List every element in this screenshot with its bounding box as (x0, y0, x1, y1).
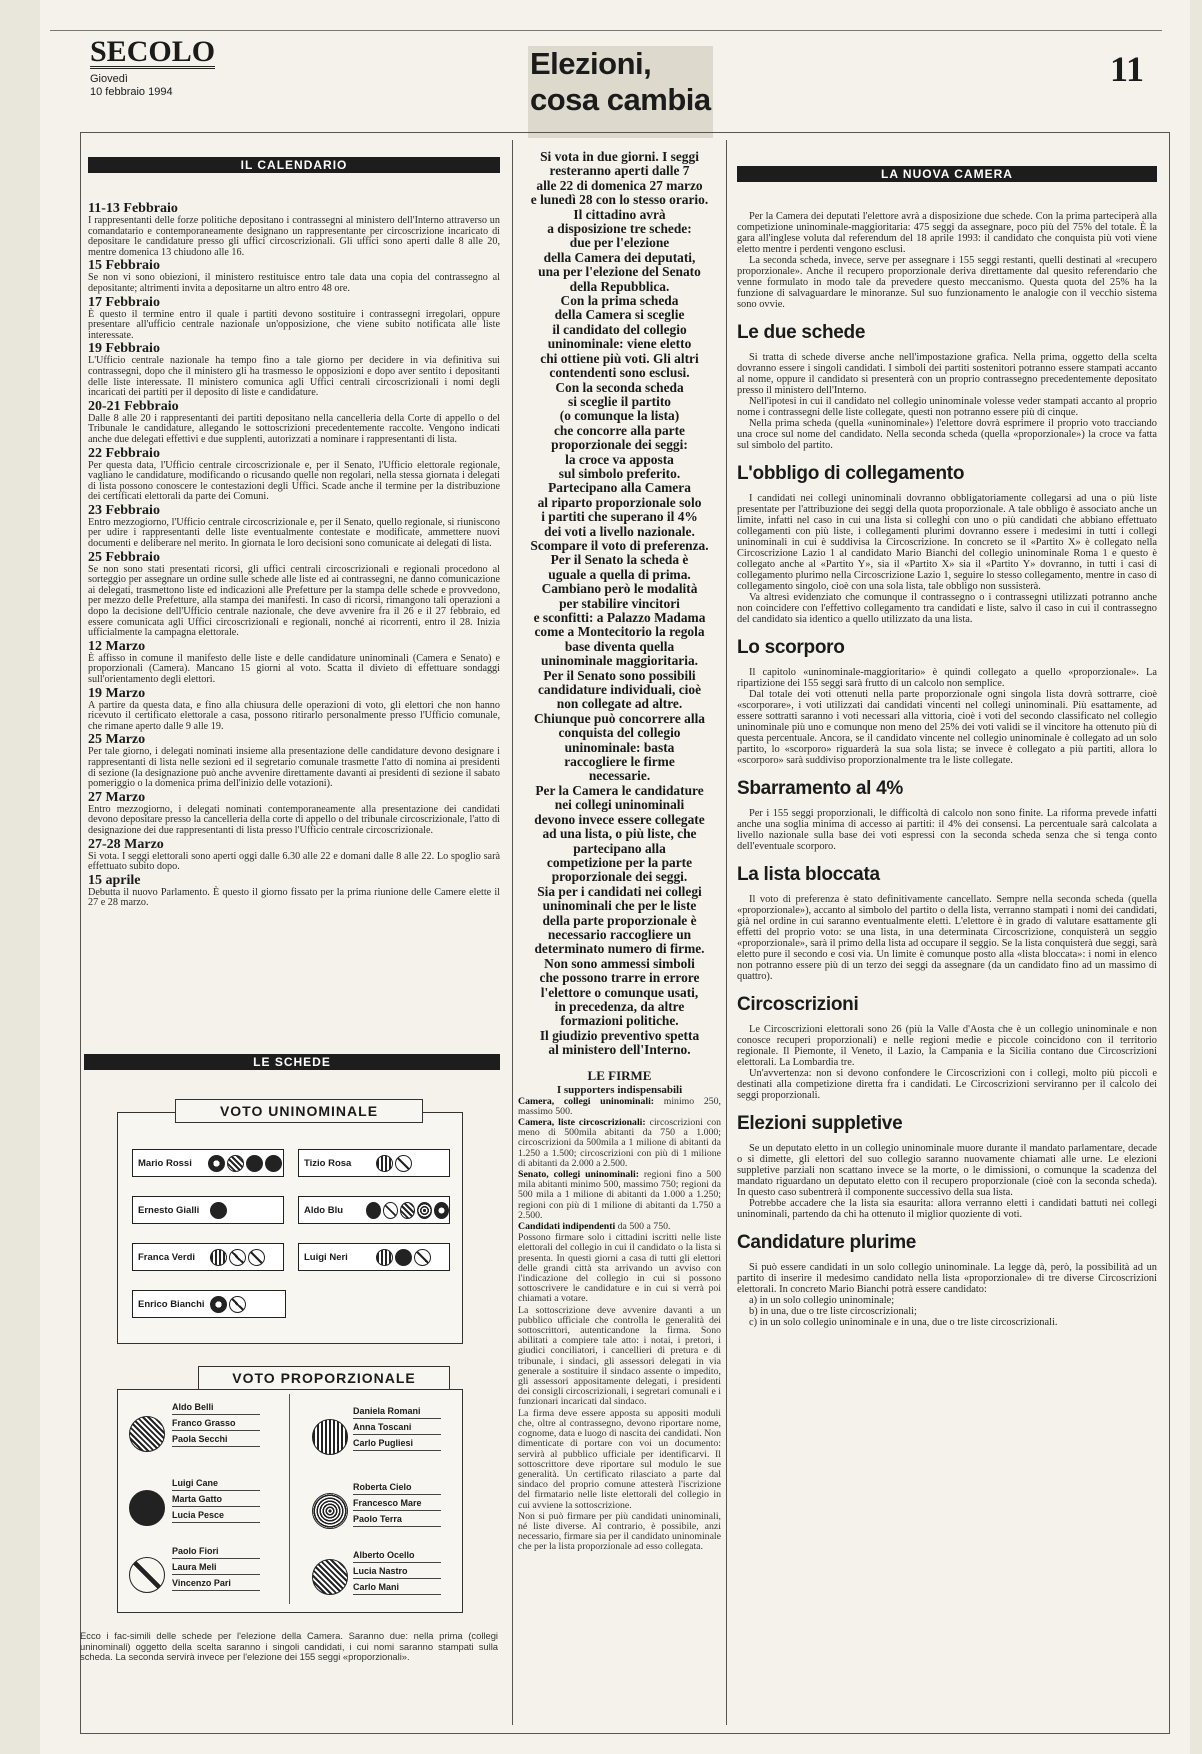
list-group (353, 1547, 441, 1595)
intro-paragraph: La seconda scheda, invece, serve per assegnare i 155 seggi restanti, quelli destinati al «recupero proporzionale». Anche il recupero proporzionale deriva direttamente dal quesito referendario che venne formulato in modo tale da prevedere questo meccanismo. Questa quota del 25% ha la funzione di salvaguardare le minoranze. Sul suo funzionamento le analogie con il vecchio sistema sono ovvie. (737, 255, 1157, 310)
section-paragraph: Potrebbe accadere che la lista sia esaurita: allora verranno eletti i candidati battuti nei collegi uninominali, partendo da chi ha ottenuto il miglior quoziente di voti. (737, 1198, 1157, 1220)
center-line: Per la Camera le candidature (535, 782, 704, 798)
party-symbol-icon (210, 1296, 227, 1313)
center-line: ad una lista, o più liste, che (542, 826, 697, 842)
center-line: candidature individuali, cioè (537, 682, 702, 698)
candidate-name: Luigi Neri (304, 1251, 348, 1263)
candidate-box (298, 1243, 450, 1271)
center-line: resteranno aperti dalle 7 (549, 163, 690, 179)
center-line: uninominali che per le liste (542, 898, 697, 914)
center-line: al riparto proporzionale solo (537, 494, 702, 510)
newspaper-logo: SECOLO (90, 35, 216, 68)
party-symbol-icon (248, 1249, 265, 1266)
column-divider-left (512, 140, 513, 1725)
center-line: chi ottiene più voti. Gli altri (540, 350, 699, 366)
firme-item (518, 1306, 721, 1408)
candidate-box (132, 1196, 284, 1224)
calendario-text-7: Se non sono stati presentati ricorsi, gli uffici centrali circoscrizionali e regionali procedono al sorteggio per assegnare un ordine sulle schede alle liste ed ai contrassegni, ne danno comunicazione ai delegati, trasmettono liste ed indicazioni alle Prefetture per la stampa delle schede e provvedono, per mezzo delle Prefetture, alla stampa dei manifesti. In caso di ricorsi, rimangono tali operazioni a dopo la decisione dell'Ufficio centrale nazionale, che deve avvenire fra il 26 e il 27 febbraio, ed essere comunicata agli Uffici circoscrizionali e regionali, nonché ai ricorrenti, entro il 28. Inizia ufficialmente la campagna elettorale. (88, 563, 500, 639)
party-symbol-icon (246, 1155, 263, 1172)
section-paragraph: Se un deputato eletto in un collegio uninominale muore durante il mandato parlamentare, decade o si dimette, gli elettori del suo collegio saranno nuovamente chiamati alle urne. Le elezioni suppletive parziali non scattano invece se la morte, o le dimissioni, o comunque la scadenza del mandato riguardano un deputato eletto con il recupero proporzionale (cioè con la seconda scheda). In questo caso subentrerà il componente successivo della sua lista. (737, 1143, 1157, 1198)
party-symbol-icon (227, 1155, 244, 1172)
headline-line-1: Elezioni, (530, 46, 652, 81)
firme-item (518, 1512, 721, 1553)
section-heading: Elezioni suppletive (737, 1113, 903, 1134)
calendario-date-12: 27-28 Marzo (88, 836, 164, 852)
calendario-text-2: È questo il termine entro il quale i partiti devono sostituire i contrassegni irregolari, oppure presentare all'ufficio centrale nazionale un'opposizione, che viene subito notificata alle liste interessate. (88, 308, 500, 341)
center-line: devono invece essere collegate (534, 811, 705, 827)
list-symbol-icon (129, 1557, 165, 1593)
center-line: e lunedì 28 con lo stesso orario. (530, 192, 709, 208)
center-line: e sconfitti: a Palazzo Madama (533, 610, 706, 625)
center-line: uninominale: viene eletto (547, 336, 692, 352)
schede-caption: Ecco i fac-simili delle schede per l'elezione della Camera. Saranno due: nella prima (collegi uninominali) oggetto della scelta saranno i singoli candidati, i cui nomi saranno stampati sulla scheda. La seconda servirà invece per l'elezione dei 155 seggi «proporzionali». (80, 1630, 498, 1663)
calendario-date-2: 17 Febbraio (88, 294, 160, 310)
calendario-date-0: 11-13 Febbraio (88, 201, 178, 216)
party-symbol-icon (376, 1155, 393, 1172)
firme-item-text: da 500 a 750. (615, 1221, 671, 1233)
center-line: contendenti sono esclusi. (549, 365, 690, 381)
calendario-text-8: È affisso in comune il manifesto delle liste e delle candidature uninominali (Camera e Senato) e proporzionali (Camera). Mancano 15 giorni al voto. Scatta il divieto di effettuare sondaggi sull'orientamento degli elettori. (88, 652, 500, 685)
list-candidate-name: Daniela Romani (353, 1403, 441, 1419)
firme-item (518, 1233, 721, 1304)
center-line: partecipano alla (573, 840, 666, 856)
center-line: Scompare il voto di preferenza. (530, 537, 709, 553)
firme-item-label: Camera, collegi uninominali: (518, 1095, 655, 1107)
section-paragraph: Il voto di preferenza è stato definitivamente cancellato. Sempre nella seconda scheda (quella «proporzionale»), accanto al simbolo del partito o della lista, verranno stampati i nomi dei candidati, già nel ordine in cui saranno eventualmente eletti. L'elettore è in grado di valutare esattamente gli effetti del proprio voto: se una lista, in una determinata Circoscrizione, conquisterà un seggio «proporzionale», sarà il primo della lista ad occupare il seggio. Se la lista conquisterà due seggi, sarà eletto pure il secondo e così via. Un limite è comunque posto alla «lista bloccata»: i nomi in elenco non potranno essere più di un terzo dei seggi da assegnare (da un candidato fino ad un massimo di quattro). (737, 894, 1157, 982)
center-line: una per l'elezione del Senato (538, 264, 701, 280)
section-paragraph: c) in un solo collegio uninominale e in una, due o tre liste circoscrizionali. (749, 1317, 1058, 1328)
center-line: Cambiano però le modalità (541, 581, 698, 597)
center-line: determinato numero di firme. (534, 941, 705, 957)
proporzionale-divider (289, 1394, 290, 1604)
center-line: necessarie. (588, 768, 651, 784)
list-candidate-name: Luigi Cane (172, 1475, 260, 1491)
firme-item-label: Senato, collegi uninominali: (518, 1169, 640, 1181)
center-line: proporzionale dei seggi: (551, 437, 688, 453)
calendario-column (88, 201, 500, 1031)
calendario-date-10: 25 Marzo (88, 732, 146, 748)
list-symbol-icon (312, 1419, 348, 1455)
calendario-date-1: 15 Febbraio (88, 258, 160, 274)
section-paragraph: Nella prima scheda (quella «uninominale») l'elettore dovrà esprimere il proprio voto tracciando una croce sul nome del candidato. Nella seconda scheda (quella «proporzionale») la croce va fatta sul simbolo del partito. (737, 418, 1157, 451)
center-line: i partiti che superano il 4% (541, 509, 698, 525)
firme-item-text: regioni fino a 500 mila abitanti minimo 500, massimo 750; regioni da 500 mila a 1 milione di abitanti da 1.000 a 1.250; regioni con più di 1 milione di abitanti da 1.750 a 2.500. (518, 1169, 721, 1221)
list-candidate-name: Laura Meli (172, 1559, 260, 1575)
top-rule (50, 30, 1162, 31)
main-headline (528, 46, 713, 138)
nuova-camera-column (737, 211, 1157, 1731)
list-candidate-name: Lucia Pesce (172, 1507, 260, 1523)
center-line: si sceglie il partito (567, 393, 671, 409)
calendario-text-3: L'Ufficio centrale nazionale ha tempo fino a tale giorno per decidere in via definitiva sui contrassegni, dopo che il ministero gli ha trasmesso le opposizioni e dopo aver sentito i depositanti delle liste interessate. Il ministero comunica agli Uffici centrali circoscrizionali i nomi degli incaricati dei partiti per il deposito di liste e candidature. (88, 355, 500, 399)
center-line: formazioni politiche. (560, 1013, 679, 1029)
party-symbol-icon (229, 1296, 246, 1313)
candidate-name: Mario Rossi (138, 1157, 192, 1169)
candidate-name: Enrico Bianchi (138, 1298, 205, 1310)
center-line: Sia per i candidati nei collegi (537, 883, 702, 899)
center-line: che concorre alla parte (553, 422, 685, 438)
list-candidate-name: Vincenzo Pari (172, 1575, 260, 1591)
party-symbol-icon (383, 1202, 398, 1219)
proporzionale-title: VOTO PROPORZIONALE (198, 1366, 450, 1390)
firme-item-text: minimo 250, massimo 500. (518, 1095, 721, 1117)
party-symbol-icon (400, 1202, 415, 1219)
center-line: come a Montecitorio la regola (534, 624, 705, 640)
calendario-date-8: 12 Marzo (88, 638, 146, 654)
list-group (172, 1399, 260, 1447)
calendario-header: IL CALENDARIO (88, 157, 500, 173)
list-group (353, 1403, 441, 1451)
list-symbol-icon (312, 1559, 348, 1595)
list-candidate-name: Roberta Cielo (353, 1479, 441, 1495)
candidate-name: Tizio Rosa (304, 1157, 352, 1169)
date-label: 10 febbraio 1994 (90, 86, 173, 98)
page-number: 11 (1109, 49, 1144, 89)
candidate-box (132, 1149, 284, 1177)
party-symbol-icon (414, 1249, 431, 1266)
party-symbol-icon (434, 1202, 449, 1219)
calendario-date-5: 22 Febbraio (88, 445, 160, 461)
dateline (90, 73, 290, 99)
center-line: due per l'elezione (569, 235, 670, 251)
firme-item-text: La firma deve essere apposta su appositi moduli che, oltre al contrassegno, devono riportare nome, cognome, data e luogo di nascita dei candidati. Non dimenticate di portare con voi un documento: servirà al pubblico ufficiale per identificarvi. Il sottoscrittore deve riportare sul modulo le sue generalità. Un certificato rilasciato a parte dal sindaco del proprio comune attesterà l'iscrizione del firmatario nelle liste elettorali del collegio in cui avviene la sottoscrizione. (518, 1407, 721, 1511)
candidate-name: Ernesto Gialli (138, 1204, 200, 1216)
firme-subtitle: I supporters indispensabili (556, 1083, 683, 1096)
firme-item (518, 1222, 721, 1232)
list-group (172, 1475, 260, 1523)
calendario-text-1: Se non vi sono obiezioni, il ministero restituisce entro tale data una copia del contrassegno al depositante; altrimenti invita a depositarne un altro entro 48 ore. (88, 272, 500, 294)
calendario-text-5: Per questa data, l'Ufficio centrale circoscrizionale e, per il Senato, l'Ufficio elettorale regionale, vagliano le candidature, modificando o ricusando quelle non regolari, nella stessa giornata i delegati di lista possono conoscere le contestazioni degli Uffici. Scade anche il termine per la distribuzione dei certificati elettorali da parte dei Comuni. (88, 459, 500, 503)
center-line: raccogliere le firme (564, 754, 675, 770)
section-heading: L'obbligo di collegamento (737, 463, 965, 484)
center-line: Il cittadino avrà (573, 206, 666, 222)
section-heading: Sbarramento al 4% (737, 778, 903, 799)
party-symbol-icon (208, 1155, 225, 1172)
center-line: della Camera dei deputati, (543, 249, 696, 265)
firme-item-label: Candidati indipendenti (518, 1221, 616, 1233)
section-heading: Lo scorporo (737, 637, 845, 658)
candidate-box (132, 1243, 284, 1271)
firme-body (518, 1097, 721, 1553)
calendario-date-13: 15 aprile (88, 872, 141, 888)
candidate-box (298, 1196, 450, 1224)
center-line: uguale a quella di prima. (548, 566, 691, 582)
firme-item-text: Non si può firmare per più candidati uninominali, né liste diverse. Al contrario, è possibile, anzi necessario, firmare sia per il candidato uninominale che per la lista proporzionale ad esso collegata. (518, 1510, 721, 1553)
firme-item-text: circoscrizioni con meno di 500mila abitanti da 750 a 1.000; circoscrizioni da 500mila a 1 milione di abitanti da 1.250 a 1.500; circoscrizioni con più di 1 milione di abitanti da 2.000 a 2.500. (518, 1117, 721, 1169)
calendario-date-7: 25 Febbraio (88, 549, 160, 565)
center-line: per stabilire vincitori (559, 595, 680, 611)
candidate-box (132, 1290, 286, 1318)
center-intro (518, 150, 721, 1058)
section-paragraph: Per i 155 seggi proporzionali, le difficoltà di calcolo non sono finite. La riforma prevede infatti anche una soglia minima di accesso ai partiti: il 4% dei consensi. La percentuale sarà calcolata a livello nazionale sulla base dei voti espressi con la seconda scheda senza che si tenga conto dell'eventuale scorporo. (737, 808, 1157, 852)
party-symbol-icon (417, 1202, 432, 1219)
calendario-date-11: 27 Marzo (88, 789, 146, 805)
section-paragraph: a) in un solo collegio uninominale; (749, 1295, 895, 1306)
section-heading: Candidature plurime (737, 1232, 917, 1253)
firme-item-text: La sottoscrizione deve avvenire davanti a un pubblico ufficiale che controlla le generalità dei sottoscrittori, autenticandone la firma. Sono abilitati a compiere tale atto: i notai, i pretori, i giudici conciliatori, i cancellieri di pretura e di tribunale, i sindaci, gli assessori delegati in via generale a sostituire il sindaco assente o impedito, gli assessori appositamente delegati, i presidenti dei consigli circoscrizionali, i segretari comunali e i funzionari incaricati dal sindaco. (518, 1304, 721, 1408)
calendario-text-12: Si vota. I seggi elettorali sono aperti oggi dalle 6.30 alle 22 e domani dalle 8 alle 22. Lo spoglio sarà effettuato subito dopo. (88, 850, 500, 873)
section-paragraph: Dal totale dei voti ottenuti nella parte proporzionale ogni singola lista dovrà sottrarre, cioè «scorporare», i voti utilizzati dai candidati vincenti nel collegi uninominali. Più esattamente, ad essere sottratti saranno i voti necessari alla vittoria, cioè i voti del secondo classificato nel collegio uninominale più uno e comunque non meno del 25% dei voti validi se il vincitore ha ottenuto più di questa percentuale. Ancora, se il candidato vincente nel collegio uninominale è collegato ad un solo partito, lo «scorporo» riguarderà la sua sola lista; se invece è collegato a più partiti, allora lo «scorporo» sarà suddiviso proporzionalmente tra le liste collegate. (737, 689, 1157, 766)
section-heading: Le due schede (737, 322, 866, 343)
center-line: della parte proporzionale è (542, 912, 697, 928)
center-line: competizione per la parte (546, 854, 693, 870)
center-line: Con la seconda scheda (555, 379, 684, 395)
center-line: uninominale maggioritaria. (541, 653, 698, 669)
center-line: necessario raccogliere un (547, 926, 692, 942)
section-paragraph: Le Circoscrizioni elettorali sono 26 (più la Valle d'Aosta che è un collegio uninominale e non conosce recuperi proporzionali) e nelle regioni medie e piccole coincidono con il territorio regionale. Il Piemonte, il Veneto, il Lazio, la Campania e la Sicilia contano due Circoscrizioni elettorali. La Lombardia tre. (737, 1024, 1157, 1068)
firme-title: LE FIRME (587, 1067, 652, 1083)
list-candidate-name: Carlo Pugliesi (353, 1435, 441, 1451)
center-line: che possono trarre in errore (539, 970, 700, 986)
party-symbol-icon (229, 1249, 246, 1266)
nuova-camera-header: LA NUOVA CAMERA (737, 166, 1157, 182)
center-line: Con la prima scheda (560, 293, 679, 309)
candidate-box (298, 1149, 450, 1177)
center-line: uninominale: basta (564, 739, 675, 755)
uninominale-title: VOTO UNINOMINALE (175, 1099, 423, 1123)
center-column (518, 150, 721, 1680)
section-paragraph: Va altresì evidenziato che comunque il contrassegno o i contrassegni utilizzati potranno anche non coincidere con l'effettivo collegamento tra candidati e liste, salvo il caso in cui il contrassegno del candidato sia identico a quello utilizzato da una lista. (737, 592, 1157, 625)
center-line: Si vota in due giorni. I seggi (540, 150, 699, 164)
list-candidate-name: Alberto Ocello (353, 1547, 441, 1563)
center-line: proporzionale dei seggi. (551, 869, 688, 885)
center-line: la croce va apposta (565, 451, 674, 467)
section-paragraph: I candidati nei collegi uninominali dovranno obbligatoriamente collegarsi ad una o più liste presentate per l'attribuzione dei seggi della quota proporzionale. A tale obbligo è associato anche un limite, infatti nel caso in cui una lista si colleghi con uno o più candidati che abbiano effettuato collegamenti con più liste, i collegamenti plurimi dovranno essere i medesimi in tutti i collegi uninominali in cui è suddivisa la Circoscrizione. In concreto se il «Partito X» è collegato nella Circoscrizione Lazio 1 al candidato Mario Bianchi del collegio uninominale Roma 1 e questo è collegato anche al «Partito Y», sia il «Partito X» sia il «Partito Y» dovranno, in tutti i casi di collegamento plurimo nella Circoscrizione Lazio 1, seguire lo stesso collegamento, mentre in caso di collegamento singolo, cioè con una sola lista, tale obbligo non sussisterà. (737, 493, 1157, 592)
party-symbol-icon (395, 1155, 412, 1172)
column-divider-right (726, 140, 727, 1725)
candidate-name: Aldo Blu (304, 1204, 344, 1216)
section-heading: Circoscrizioni (737, 994, 859, 1015)
center-line: Per il Senato sono possibili (543, 667, 696, 683)
list-candidate-name: Carlo Mani (353, 1579, 441, 1595)
center-line: in precedenza, da altre (554, 998, 685, 1014)
section-paragraph: b) in una, due o tre liste circoscrizionali; (749, 1306, 917, 1317)
list-candidate-name: Marta Gatto (172, 1491, 260, 1507)
center-line: Il giudizio preventivo spetta (539, 1027, 700, 1043)
calendario-text-10: Per tale giorno, i delegati nominati insieme alla presentazione delle candidature devono designare i rappresentanti di lista nelle sezioni ed il segretario comunale trasmette l'atto di nomina ai presidenti di sezione (la designazione può anche avvenire direttamente davanti ai presidenti di sezione il sabato pomeriggio o la domenica prima dell'inizio delle votazioni). (88, 746, 500, 790)
center-line: conquista del collegio (558, 725, 681, 741)
section-paragraph: Un'avvertenza: non si devono confondere le Circoscrizioni con i collegi, molto più piccoli e destinati alla competizione diretta fra i candidati. Le Circoscrizioni serviranno per il calcolo dei seggi proporzionali. (737, 1068, 1157, 1101)
firme-item-text: Possono firmare solo i cittadini iscritti nelle liste elettorali del collegio in cui il candidato o la lista si presenta. In questi giorni a casa di tutti gli elettori delle grandi città sta arrivando un avviso con l'indicazione del collegio in cui si possono sottoscrivere le candidature e in cui si verrà poi chiamati a votare. (518, 1232, 721, 1305)
calendario-text-0: I rappresentanti delle forze politiche depositano i contrassegni al ministero dell'Interno attraverso un comandatario e contemporaneamente designano un rappresentante per circoscrizione incaricato di depositare le candidature presso gli uffici circoscrizionali. Gli uffici sono aperti dalle 8 alle 20, mentre domenica 13 chiudono alle 16. (88, 215, 500, 258)
calendario-text-13: Debutta il nuovo Parlamento. È questo il giorno fissato per la prima riunione delle Camere elette il 27 e 28 marzo. (88, 886, 500, 909)
list-symbol-icon (129, 1490, 165, 1526)
party-symbol-icon (366, 1202, 381, 1219)
candidate-name: Franca Verdi (138, 1251, 196, 1263)
list-symbol-icon (312, 1493, 348, 1529)
masthead (90, 35, 290, 99)
center-line: il candidato del collegio (552, 321, 687, 337)
list-candidate-name: Paolo Terra (353, 1511, 441, 1527)
center-line: nei collegi uninominali (554, 797, 685, 813)
section-paragraph: Si tratta di schede diverse anche nell'impostazione grafica. Nella prima, oggetto della scelta dovranno essere i singoli candidati. I simboli dei partiti sostenitori potranno essere stampati accanto al nome, oppure il candidato si presenterà con un proprio contrassegno precedentemente depositato presso il ministero dell'Interno. (737, 352, 1157, 396)
list-group (172, 1543, 260, 1591)
day-label: Giovedì (90, 73, 128, 85)
calendario-text-6: Entro mezzogiorno, l'Ufficio centrale circoscrizionale e, per il Senato, quello regionale, si riuniscono per udire i rappresentanti delle liste eventualmente contestate e modificate, ammettere nuovi documenti e deliberare nel merito. In giornata le loro decisioni sono comunicate ai delegati di lista. (88, 516, 500, 550)
firme-item (518, 1409, 721, 1511)
center-line: della Repubblica. (569, 278, 670, 294)
center-line: al ministero dell'Interno. (548, 1042, 691, 1058)
calendario-date-3: 19 Febbraio (88, 341, 160, 357)
firme-item-label: Camera, liste circoscrizionali: (518, 1117, 646, 1128)
calendario-date-6: 23 Febbraio (88, 502, 160, 518)
center-line: Chiunque può concorrere alla (534, 710, 705, 726)
party-symbol-icon (376, 1249, 393, 1266)
party-symbol-icon (395, 1249, 412, 1266)
center-line: sul simbolo preferito. (558, 465, 681, 481)
center-line: base diventa quella (564, 638, 675, 654)
list-candidate-name: Lucia Nastro (353, 1563, 441, 1579)
firme-item (518, 1170, 721, 1221)
list-symbol-icon (129, 1416, 165, 1452)
calendario-text-4: Dalle 8 alle 20 i rappresentanti dei partiti depositano nella cancelleria della Corte di appello o del Tribunale le candidature, allegando le sottoscrizioni precedentemente raccolte. Vengono indicati anche due delegati effettivi e due supplenti, autorizzati a nominare i rappresentanti di lista. (88, 412, 500, 445)
firme-item (518, 1118, 721, 1169)
center-line: Per il Senato la scheda è (550, 552, 689, 568)
list-group (353, 1479, 441, 1527)
firme-item (518, 1097, 721, 1117)
section-paragraph: Si può essere candidati in un solo collegio uninominale. La legge dà, però, la possibilità ad un partito di inserire il medesimo candidato nella lista «proporzionale» di tre diverse Circoscrizioni elettorali. In concreto Mario Bianchi potrà essere candidato: (737, 1262, 1157, 1295)
section-heading: La lista bloccata (737, 864, 880, 885)
center-line: alle 22 di domenica 27 marzo (536, 177, 703, 193)
section-paragraph: Nell'ipotesi in cui il candidato nel collegio uninominale volesse veder stampati accanto al proprio nome i contrassegni delle liste collegate, questi non potranno essere più di cinque. (737, 396, 1157, 418)
party-symbol-icon (210, 1249, 227, 1266)
schede-header: LE SCHEDE (84, 1054, 500, 1070)
calendario-date-4: 20-21 Febbraio (88, 398, 179, 414)
list-candidate-name: Francesco Mare (353, 1495, 441, 1511)
calendario-text-9: A partire da questa data, e fino alla chiusura delle operazioni di voto, gli elettori che non hanno ricevuto il certificato elettorale a casa, possono ritirarlo personalmente presso l'Ufficio comunale, che rimane aperto dalle 9 alle 19. (88, 699, 500, 732)
list-candidate-name: Paola Secchi (172, 1431, 260, 1447)
section-paragraph: Il capitolo «uninominale-maggioritario» è quindi collegato a quello «proporzionale». La ripartizione dei 155 seggi sarà frutto di un calcolo non semplice. (737, 667, 1157, 689)
center-line: a disposizione tre schede: (547, 221, 692, 237)
center-line: l'elettore o comunque usati, (540, 984, 699, 1000)
calendario-text-11: Entro mezzogiorno, i delegati nominati contemporaneamente alla presentazione dei candidati devono depositare presso la cancelleria della corte di appello o del tribunale circoscrizionale, l'atto di designazione dei due rappresentanti di lista presso l'Ufficio centrale circoscrizionale. (88, 803, 500, 836)
center-line: della Camera si sceglie (554, 307, 685, 323)
center-line: dei voti a livello nazionale. (544, 523, 695, 539)
party-symbol-icon (210, 1202, 227, 1219)
list-candidate-name: Anna Toscani (353, 1419, 441, 1435)
intro-paragraph: Per la Camera dei deputati l'elettore avrà a disposizione due schede. Con la prima parteciperà alla competizione uninominale-maggioritaria: 475 seggi da assegnare, poco più del 75% del totale. È la gara all'inglese voluta dal referendum del 18 aprile 1993: il candidato che conquista più voti viene eletto mentre i perdenti vengono esclusi. (737, 211, 1157, 255)
headline-line-2: cosa cambia (530, 82, 711, 117)
center-line: non collegate ad altre. (556, 696, 683, 712)
list-candidate-name: Franco Grasso (172, 1415, 260, 1431)
center-line: (o comunque la lista) (559, 408, 680, 424)
center-line: Partecipano alla Camera (548, 480, 691, 496)
list-candidate-name: Aldo Belli (172, 1399, 260, 1415)
calendario-date-9: 19 Marzo (88, 685, 146, 701)
center-line: Non sono ammessi simboli (544, 955, 695, 971)
party-symbol-icon (265, 1155, 282, 1172)
list-candidate-name: Paolo Fiori (172, 1543, 260, 1559)
